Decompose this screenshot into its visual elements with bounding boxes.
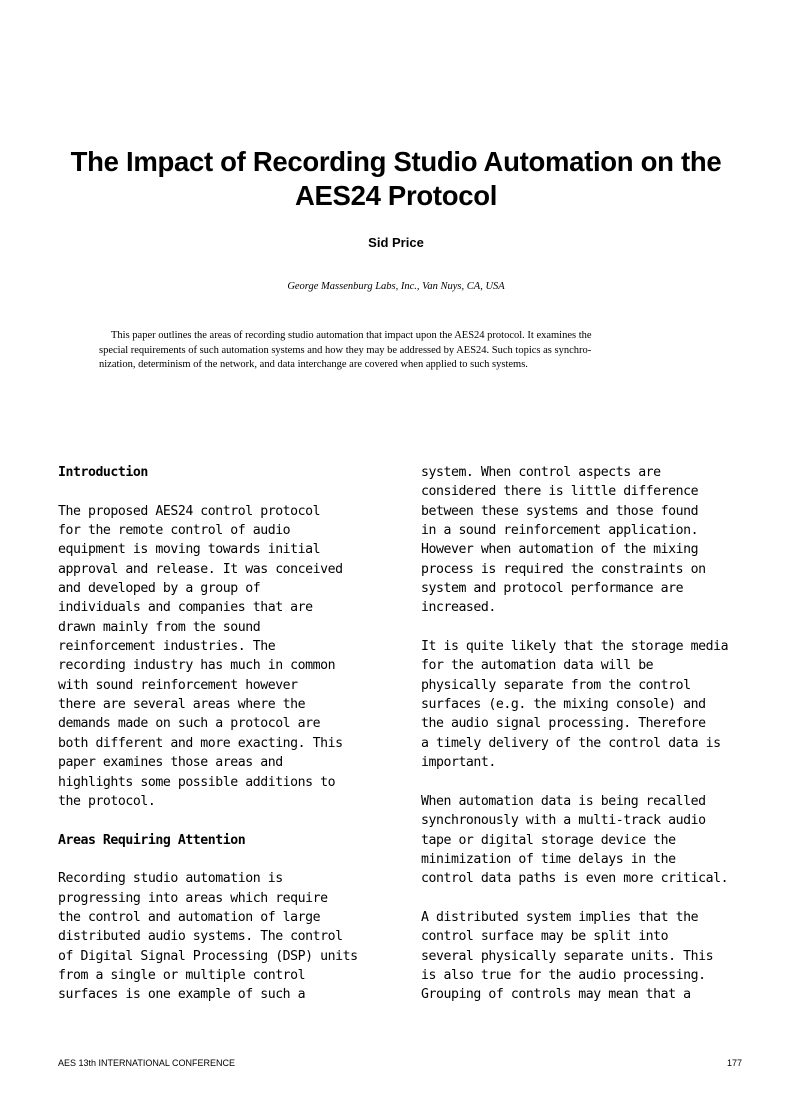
paragraph-introduction <box>58 502 388 812</box>
text-line: the control and automation of large <box>58 909 321 925</box>
text-line: is also true for the audio processing. <box>421 967 706 983</box>
section-heading-introduction <box>58 463 388 482</box>
abstract <box>99 329 705 373</box>
paragraph <box>421 463 751 618</box>
right-column <box>421 463 751 1024</box>
text-line: When automation data is being recalled <box>421 793 706 809</box>
text-line: several physically separate units. This <box>421 948 714 964</box>
text-line: However when automation of the mixing <box>421 542 699 558</box>
text-line: and developed by a group of <box>58 581 261 597</box>
paragraph-areas <box>58 869 388 1004</box>
section-heading-areas <box>58 831 388 850</box>
text-line: in a sound reinforcement application. <box>421 523 699 539</box>
text-line: of Digital Signal Processing (DSP) units <box>58 948 358 964</box>
text-line: the protocol. <box>58 793 156 809</box>
text-line: drawn mainly from the sound <box>58 619 261 635</box>
page-number: 177 <box>726 1058 742 1068</box>
text-line: from a single or multiple control <box>58 967 306 983</box>
left-column <box>58 463 388 1024</box>
text-line: highlights some possible additions to <box>58 774 336 790</box>
text-line: tape or digital storage device the <box>421 832 676 848</box>
text-line: considered there is little difference <box>421 484 699 500</box>
section-heading: Areas Requiring Attention <box>58 832 246 848</box>
section-heading: Introduction <box>58 465 148 480</box>
text-line: minimization of time delays in the <box>421 851 676 867</box>
text-line: for the automation data will be <box>421 658 654 674</box>
paper-title <box>40 145 752 213</box>
text-line: approval and release. It was conceived <box>58 561 343 577</box>
text-line: process is required the constraints on <box>421 561 706 577</box>
text-line: paper examines those areas and <box>58 755 283 771</box>
paragraph <box>421 908 751 1005</box>
abstract-line: nization, determinism of the network, and data interchange are covered when applied to such systems. <box>99 359 528 370</box>
text-line: a timely delivery of the control data is <box>421 735 721 751</box>
title-line: The Impact of Recording Studio Automation on the <box>70 146 722 177</box>
text-line: synchronously with a multi-track audio <box>421 813 706 829</box>
footer-conference: AES 13th INTERNATIONAL CONFERENCE <box>58 1058 236 1068</box>
text-line: control surface may be split into <box>421 929 669 945</box>
text-line: control data paths is even more critical. <box>421 871 729 887</box>
text-line: for the remote control of audio <box>58 523 291 539</box>
text-line: demands made on such a protocol are <box>58 716 321 732</box>
text-line: Recording studio automation is <box>58 871 283 887</box>
text-line: progressing into areas which require <box>58 890 328 906</box>
paragraph <box>421 792 751 889</box>
text-line: recording industry has much in common <box>58 658 336 674</box>
text-line: The proposed AES24 control protocol <box>58 503 321 519</box>
text-line: surfaces is one example of such a <box>58 987 306 1003</box>
text-line: both different and more exacting. This <box>58 735 343 751</box>
text-line: Grouping of controls may mean that a <box>421 987 691 1003</box>
text-line: reinforcement industries. The <box>58 639 276 655</box>
text-line: there are several areas where the <box>58 697 306 713</box>
text-line: surfaces (e.g. the mixing console) and <box>421 697 706 713</box>
text-line: system and protocol performance are <box>421 581 684 597</box>
text-line: physically separate from the control <box>421 677 691 693</box>
text-line: individuals and companies that are <box>58 600 313 616</box>
text-line: system. When control aspects are <box>421 465 661 480</box>
text-line: increased. <box>421 600 496 616</box>
text-line: between these systems and those found <box>421 503 699 519</box>
text-line: important. <box>421 755 496 771</box>
title-line: AES24 Protocol <box>294 180 498 211</box>
text-line: the audio signal processing. Therefore <box>421 716 706 732</box>
abstract-line: special requirements of such automation systems and how they may be addressed by AES24. Such topics as synchro- <box>99 344 592 356</box>
text-line: with sound reinforcement however <box>58 677 298 693</box>
text-line: distributed audio systems. The control <box>58 929 343 945</box>
text-line: A distributed system implies that the <box>421 909 699 925</box>
author-affiliation: George Massenburg Labs, Inc., Van Nuys, CA, USA <box>287 281 505 292</box>
paragraph <box>421 637 751 772</box>
author-name: Sid Price <box>368 235 424 250</box>
text-line: equipment is moving towards initial <box>58 542 321 558</box>
text-line: It is quite likely that the storage media <box>421 639 729 655</box>
abstract-line: This paper outlines the areas of recording studio automation that impact upon the AES24 protocol. It examines the <box>111 330 592 341</box>
